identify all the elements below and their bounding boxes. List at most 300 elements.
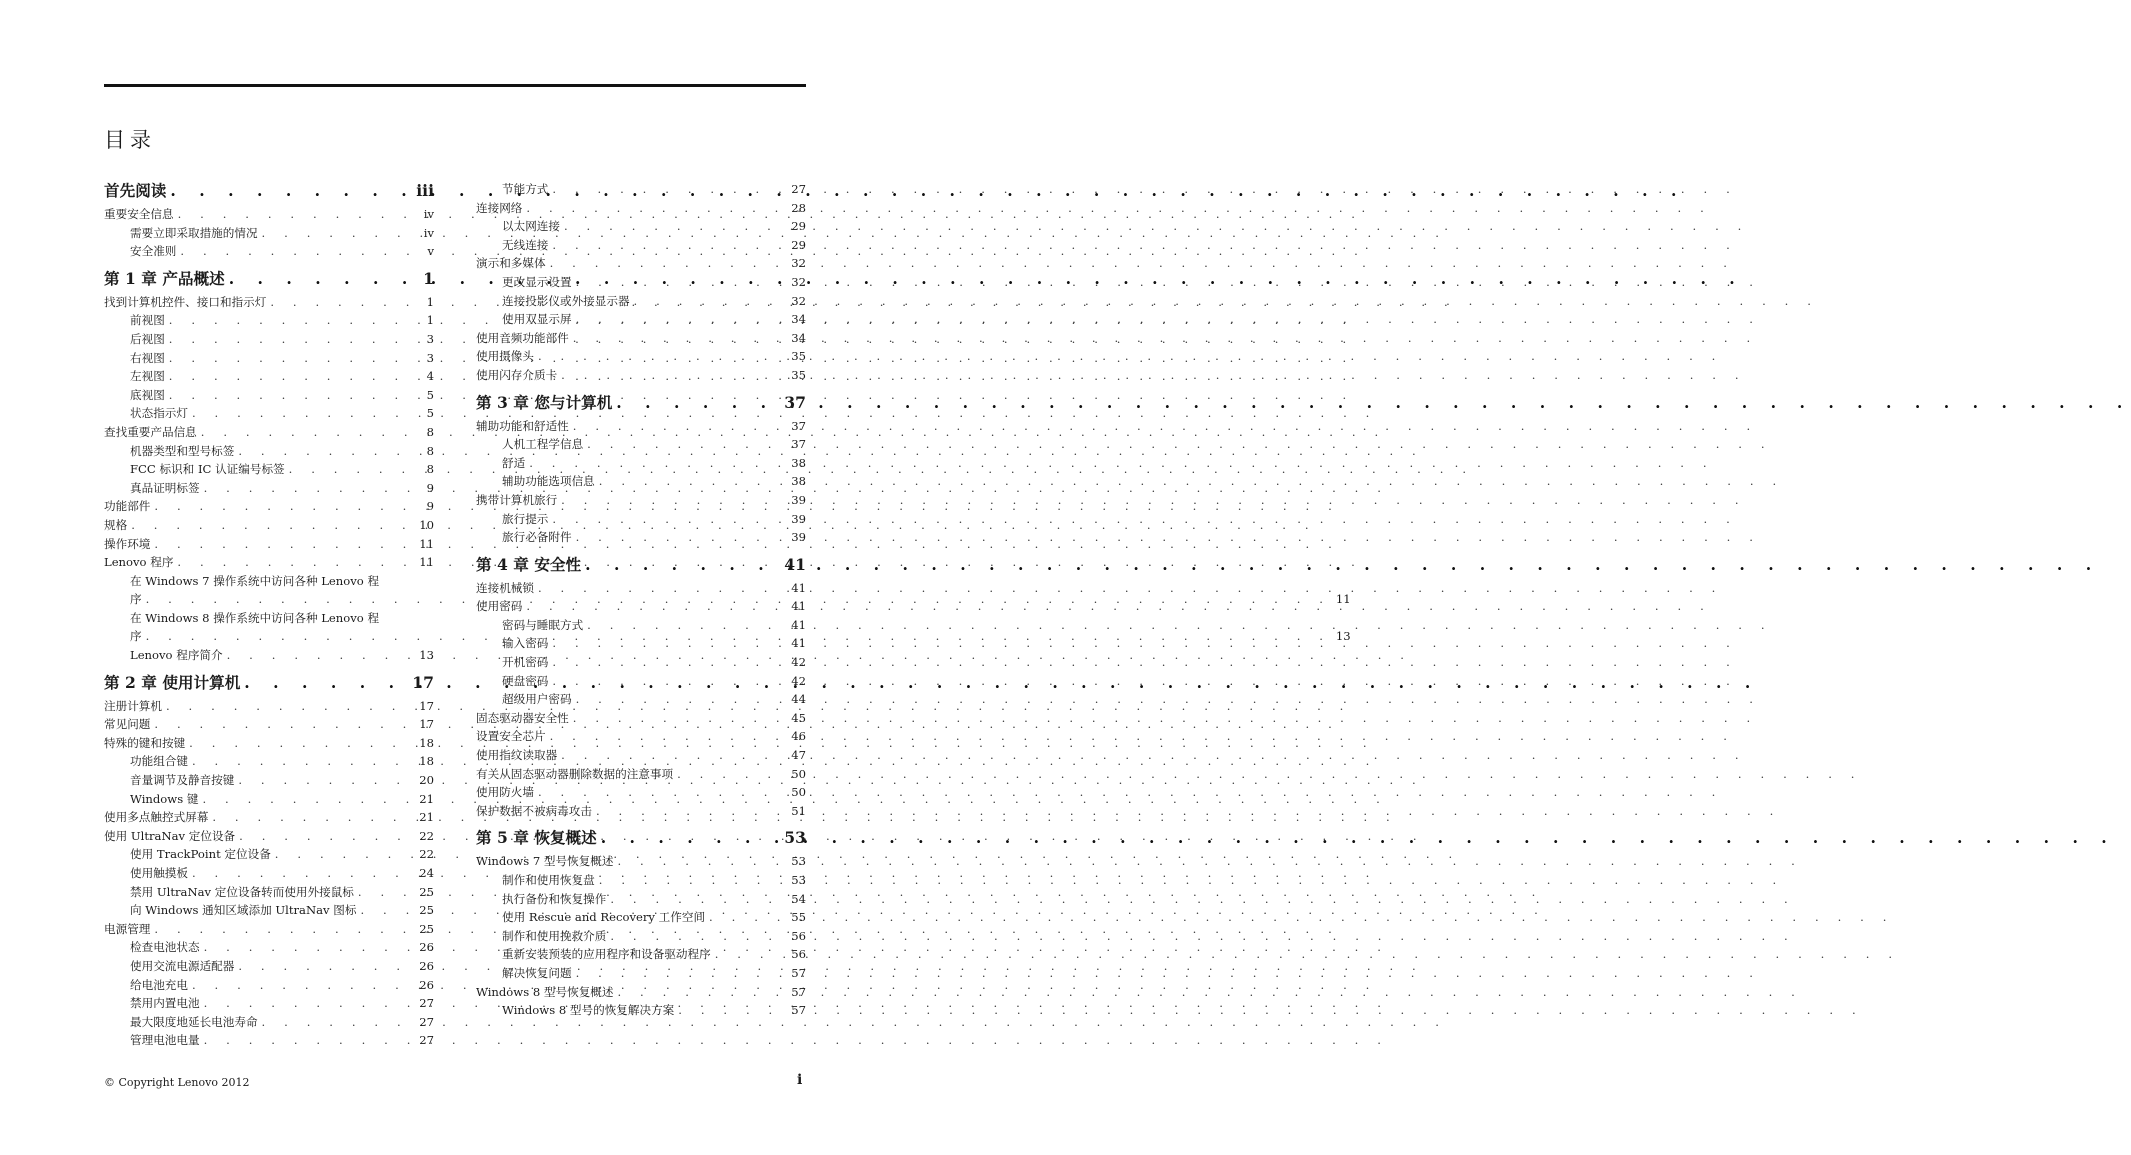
dot-leader (576, 964, 786, 983)
toc-entry[interactable] (104, 920, 434, 939)
toc-entry-title: 设置安全芯片 (476, 729, 546, 744)
dot-leader (201, 423, 414, 442)
toc-entry[interactable] (104, 845, 434, 864)
dot-leader (360, 901, 414, 920)
toc-entry[interactable] (104, 938, 434, 957)
toc-entry-title: 使用触摸板 (130, 866, 188, 880)
dot-leader (169, 311, 414, 330)
dot-leader (202, 790, 414, 809)
toc-entry[interactable] (476, 366, 806, 385)
dot-leader (192, 864, 414, 883)
toc-entry-page: 39 (791, 492, 806, 507)
toc-entry[interactable] (104, 367, 434, 386)
toc-entry-title: 解决恢复问题 (502, 965, 572, 980)
toc-entry-page: 4 (426, 369, 434, 384)
toc-entry-page: 37 (784, 392, 806, 412)
toc-entry-title: 使用防火墙 (476, 785, 534, 800)
toc-chapter-heading[interactable] (476, 827, 806, 849)
dot-leader (526, 199, 786, 218)
dot-leader (552, 180, 786, 199)
toc-entry[interactable] (104, 976, 434, 995)
dot-leader (552, 653, 786, 672)
toc-entry-page: 1 (426, 313, 434, 328)
toc-entry[interactable] (476, 491, 806, 510)
dot-leader (573, 329, 786, 348)
toc-entry-title: 执行备份和恢复操作 (502, 891, 607, 906)
dot-leader (552, 634, 786, 653)
toc-entry[interactable] (104, 442, 434, 461)
toc-entry-title: 使用多点触控式屏幕 (104, 810, 209, 825)
toc-entry[interactable] (104, 293, 434, 312)
dot-leader (192, 976, 414, 995)
toc-entry-page: 38 (791, 474, 806, 489)
toc-entry-title: 使用双显示屏 (502, 312, 572, 327)
toc-entry[interactable] (476, 180, 806, 199)
toc-entry-title: 后视图 (130, 331, 165, 346)
toc-entry[interactable] (476, 765, 806, 784)
toc-entry-title: 保护数据不被病毒攻击 (476, 803, 592, 818)
toc-entry-title: 无线连接 (502, 237, 549, 252)
toc-entry-page: 42 (791, 655, 806, 670)
page-title: 目录 (104, 128, 156, 152)
dot-leader (262, 1013, 414, 1032)
dot-leader (552, 672, 786, 691)
toc-entry-page: 41 (791, 636, 806, 651)
toc-entry-page: 50 (791, 785, 806, 800)
dot-leader (289, 460, 414, 479)
dot-leader (587, 435, 786, 454)
toc-entry-title: Lenovo 程序 (104, 555, 174, 570)
dot-leader (596, 802, 786, 821)
toc-entry-title: 首先阅读 (104, 181, 167, 200)
dot-leader (564, 217, 786, 236)
dot-leader (585, 554, 780, 576)
toc-entry[interactable] (104, 349, 434, 368)
toc-entry[interactable] (104, 771, 434, 790)
toc-entry-title: 有关从固态驱动器删除数据的注意事项 (476, 766, 674, 781)
toc-entry-title: 规格 (104, 517, 128, 532)
toc-entry-page: 32 (791, 256, 806, 271)
top-rule (104, 84, 806, 87)
toc-entry-page: 17 (412, 672, 434, 692)
toc-entry-title: 制作和使用恢复盘 (502, 873, 595, 887)
toc-entry-title: 使用密码 (476, 599, 523, 614)
toc-entry[interactable] (104, 423, 434, 442)
toc-entry-title: FCC 标识和 IC 认证编号标签 (130, 462, 285, 477)
toc-entry[interactable] (476, 528, 806, 547)
toc-entry-page: 41 (791, 599, 806, 614)
toc-entry-page: 39 (791, 530, 806, 545)
toc-entry-page: 17 (419, 698, 434, 713)
toc-entry-page: 11 (1335, 592, 1351, 607)
dot-leader (715, 945, 786, 964)
dot-leader (617, 852, 786, 871)
toc-entry-title: 第 3 章 您与计算机 (476, 392, 613, 412)
toc-entry-title: 重新安装预装的应用程序和设备驱动程序 (502, 947, 711, 962)
toc-entry[interactable] (476, 802, 806, 821)
toc-chapter-heading[interactable] (104, 672, 434, 694)
dot-leader (599, 472, 786, 491)
dot-leader (170, 180, 412, 202)
toc-entry[interactable] (476, 199, 806, 218)
toc-entry[interactable] (476, 472, 806, 491)
toc-entry-page: 26 (419, 977, 434, 992)
toc-entry[interactable] (476, 783, 806, 802)
toc-entry[interactable] (476, 672, 806, 691)
toc-entry-page: 18 (419, 735, 434, 750)
toc-entry[interactable] (476, 727, 806, 746)
toc-entry[interactable] (476, 653, 806, 672)
toc-entry-page: 45 (791, 710, 806, 725)
dot-leader (576, 273, 786, 292)
toc-entry-page: 10 (419, 517, 434, 532)
dot-leader (169, 386, 414, 405)
toc-entry-page: 56 (791, 928, 806, 943)
toc-entry[interactable] (476, 616, 806, 635)
toc-entry-page: 38 (791, 455, 806, 470)
toc-entry-title: 管理电池电量 (130, 1033, 200, 1048)
toc-entry-title-continued: 序 (130, 629, 142, 644)
toc-entry[interactable] (104, 1031, 434, 1050)
toc-entry[interactable] (104, 646, 434, 665)
dot-leader (238, 957, 414, 976)
toc-entry-page: 28 (791, 200, 806, 215)
dot-leader (154, 715, 414, 734)
toc-entry-page: 34 (791, 312, 806, 327)
toc-right-column (476, 180, 806, 1020)
toc-entry-page: 3 (426, 331, 434, 346)
toc-entry-page: 54 (791, 891, 806, 906)
toc-entry[interactable] (104, 1013, 434, 1032)
toc-entry-title: 前视图 (130, 313, 165, 328)
toc-entry-title: 重要安全信息 (104, 207, 174, 221)
toc-entry[interactable] (476, 709, 806, 728)
toc-entry[interactable] (104, 752, 434, 771)
toc-entry[interactable] (104, 311, 434, 330)
footer-page-number: i (797, 1072, 803, 1088)
toc-entry-page: 26 (419, 940, 434, 955)
toc-entry[interactable] (476, 217, 806, 236)
toc-entry-title: 底视图 (130, 387, 165, 402)
dot-leader (180, 242, 414, 261)
dot-leader (177, 553, 414, 572)
toc-entry-title: 第 1 章 产品概述 (104, 268, 225, 288)
dot-leader (262, 224, 414, 243)
dot-leader (178, 205, 414, 224)
toc-chapter-heading[interactable] (104, 180, 434, 202)
toc-entry[interactable] (476, 852, 806, 871)
dot-leader (709, 908, 786, 927)
toc-entry-page: iii (416, 181, 434, 200)
dot-leader (154, 920, 414, 939)
toc-entry-title: 第 4 章 安全性 (476, 554, 582, 574)
toc-entry-title: 使用 UltraNav 定位设备 (104, 828, 236, 843)
toc-entry-title: Windows 8 型号恢复概述 (476, 984, 614, 999)
toc-entry[interactable] (104, 404, 434, 423)
dot-leader (538, 347, 786, 366)
toc-entry-page: 57 (791, 965, 806, 980)
toc-entry[interactable] (104, 697, 434, 716)
toc-entry-title: Windows 8 型号的恢复解决方案 (502, 1003, 675, 1018)
toc-entry[interactable] (476, 597, 806, 616)
toc-entry-page: 41 (791, 580, 806, 595)
toc-entry-page: 9 (426, 499, 434, 514)
toc-entry-title: Windows 7 型号恢复概述 (476, 854, 614, 869)
dot-leader (678, 1001, 786, 1020)
toc-entry-page: 18 (419, 754, 434, 769)
toc-entry-page: 22 (419, 847, 434, 862)
toc-entry[interactable] (104, 242, 434, 261)
toc-entry-title: 需要立即采取措施的情况 (130, 225, 258, 240)
toc-entry-page: 37 (791, 437, 806, 452)
toc-entry[interactable] (476, 1001, 806, 1020)
toc-entry-title: 使用闪存介质卡 (476, 367, 558, 382)
dot-leader (561, 491, 786, 510)
toc-entry-page: 3 (426, 350, 434, 365)
toc-entry-title: 禁用内置电池 (130, 996, 200, 1011)
toc-entry[interactable] (476, 634, 806, 653)
toc-entry-title: 第 2 章 使用计算机 (104, 672, 241, 692)
toc-entry[interactable] (476, 908, 806, 927)
toc-entry[interactable] (476, 347, 806, 366)
dot-leader (576, 690, 786, 709)
toc-entry-title: 使用交流电源适配器 (130, 958, 235, 973)
dot-leader (576, 310, 786, 329)
toc-entry[interactable] (476, 964, 806, 983)
dot-leader (587, 616, 786, 635)
toc-entry-title: 旅行提示 (502, 511, 549, 526)
toc-entry-page: 29 (791, 237, 806, 252)
toc-entry[interactable] (476, 746, 806, 765)
dot-leader (550, 254, 786, 273)
toc-entry-page: 5 (426, 406, 434, 421)
toc-entry[interactable] (104, 224, 434, 243)
dot-leader (561, 366, 786, 385)
toc-entry[interactable] (104, 497, 434, 516)
toc-entry-title: 使用 TrackPoint 定位设备 (130, 847, 271, 862)
dot-leader (154, 497, 414, 516)
toc-entry-title: 左视图 (130, 369, 165, 384)
toc-entry-title: 硬盘密码 (502, 673, 549, 688)
dot-leader (601, 827, 781, 849)
toc-entry-page: 21 (419, 791, 434, 806)
dot-leader (610, 927, 786, 946)
toc-entry[interactable] (476, 983, 806, 1002)
toc-entry[interactable] (476, 871, 806, 890)
toc-entry-page: 51 (791, 803, 806, 818)
toc-entry[interactable] (104, 994, 434, 1013)
toc-chapter-heading[interactable] (476, 392, 806, 414)
dot-leader (192, 752, 414, 771)
toc-entry-title: 携带计算机旅行 (476, 492, 558, 507)
dot-leader (538, 579, 786, 598)
toc-entry[interactable] (104, 516, 434, 535)
dot-leader (169, 367, 414, 386)
toc-entry-page: 41 (784, 554, 806, 574)
toc-entry-page: 5 (426, 387, 434, 402)
toc-entry-page: 8 (426, 443, 434, 458)
dot-leader (358, 883, 414, 902)
dot-leader (229, 268, 414, 290)
toc-entry-title: 更改显示设置 (502, 274, 572, 289)
toc-entry-page: 46 (791, 729, 806, 744)
toc-entry-page: 25 (419, 884, 434, 899)
dot-leader (573, 417, 786, 436)
toc-entry-title: 查找重要产品信息 (104, 424, 197, 439)
toc-entry-page: 57 (791, 1003, 806, 1018)
toc-entry[interactable] (104, 790, 434, 809)
toc-entry-title: 使用指纹读取器 (476, 748, 558, 763)
dot-leader (550, 727, 786, 746)
toc-entry-title: 功能组合键 (130, 754, 188, 769)
dot-leader (204, 994, 414, 1013)
toc-entry-page: 1 (426, 294, 434, 309)
toc-entry[interactable] (476, 690, 806, 709)
toc-entry-title: 右视图 (130, 350, 165, 365)
toc-entry-page: 44 (791, 692, 806, 707)
toc-entry-title: 使用音频功能部件 (476, 330, 569, 345)
toc-entry-page: 42 (791, 673, 806, 688)
toc-entry-title: 在 Windows 8 操作系统中访问各种 Lenovo 程 (130, 610, 380, 625)
toc-entry[interactable] (476, 435, 806, 454)
toc-entry-title: 人机工程学信息 (502, 437, 584, 452)
toc-entry-page: 20 (419, 773, 434, 788)
toc-entry-page: 41 (791, 617, 806, 632)
toc-entry-title: 电源管理 (104, 921, 151, 936)
dot-leader (204, 938, 414, 957)
toc-entry-title: 密码与睡眠方式 (502, 617, 584, 632)
toc-entry[interactable] (476, 236, 806, 255)
toc-entry-page: 53 (791, 854, 806, 869)
toc-entry[interactable] (104, 535, 434, 554)
dot-leader (169, 330, 414, 349)
toc-entry-page: 32 (791, 274, 806, 289)
dot-leader (239, 827, 414, 846)
dot-leader (275, 845, 414, 864)
toc-entry[interactable] (104, 553, 434, 572)
toc-chapter-heading[interactable] (104, 268, 434, 290)
toc-entry-page: 25 (419, 921, 434, 936)
toc-entry[interactable] (104, 808, 434, 827)
toc-entry[interactable] (476, 292, 806, 311)
toc-entry[interactable] (476, 329, 806, 348)
toc-entry-title: 机器类型和型号标签 (130, 443, 235, 458)
toc-entry-title: 节能方式 (502, 182, 549, 196)
toc-entry-title: 固态驱动器安全性 (476, 710, 569, 725)
toc-entry[interactable] (104, 827, 434, 846)
toc-entry[interactable] (104, 957, 434, 976)
toc-entry[interactable] (104, 386, 434, 405)
dot-leader (227, 646, 414, 665)
toc-entry[interactable] (476, 890, 806, 909)
toc-entry[interactable] (104, 734, 434, 753)
toc-entry-page: 53 (784, 828, 806, 848)
toc-entry[interactable] (476, 454, 806, 473)
toc-entry-page: 27 (791, 182, 806, 196)
toc-entry-title: 状态指示灯 (130, 406, 188, 421)
toc-entry[interactable] (104, 460, 434, 479)
toc-entry-title: 演示和多媒体 (476, 256, 546, 271)
toc-entry[interactable] (476, 417, 806, 436)
toc-entry-page: 53 (791, 873, 806, 887)
toc-entry-title: 输入密码 (502, 636, 549, 651)
dot-leader (526, 597, 786, 616)
toc-entry-title: 操作环境 (104, 536, 151, 551)
toc-entry-page: 27 (419, 996, 434, 1011)
toc-entry[interactable] (476, 579, 806, 598)
toc-entry-page: 11 (419, 536, 434, 551)
toc-entry-title: 第 5 章 恢复概述 (476, 828, 597, 848)
dot-leader (244, 672, 408, 694)
dot-leader (529, 454, 786, 473)
toc-entry-page: iv (423, 207, 434, 221)
toc-entry[interactable] (476, 254, 806, 273)
toc-entry-title: 向 Windows 通知区域添加 UltraNav 图标 (130, 903, 357, 918)
toc-entry-title: 检查电池状态 (130, 940, 200, 955)
toc-entry-title: 最大限度地延长电池寿命 (130, 1014, 258, 1029)
dot-leader (538, 783, 786, 802)
dot-leader (552, 510, 786, 529)
toc-chapter-heading[interactable] (476, 554, 806, 576)
dot-leader (192, 404, 414, 423)
toc-entry[interactable] (104, 479, 434, 498)
toc-entry[interactable] (104, 330, 434, 349)
toc-entry-page: 8 (426, 462, 434, 477)
toc-entry-page: 8 (426, 424, 434, 439)
toc-entry-page: 47 (791, 748, 806, 763)
toc-entry-page: 35 (791, 349, 806, 364)
toc-entry[interactable] (476, 273, 806, 292)
toc-entry-title: 连接投影仪或外接显示器 (502, 293, 630, 308)
toc-entry[interactable] (476, 927, 806, 946)
toc-entry[interactable] (476, 510, 806, 529)
toc-entry[interactable] (104, 715, 434, 734)
toc-entry-page: 34 (791, 330, 806, 345)
toc-entry-title: 旅行必备附件 (502, 530, 572, 545)
dot-leader (617, 983, 786, 1002)
toc-entry[interactable] (476, 945, 806, 964)
toc-entry-page: 39 (791, 511, 806, 526)
toc-entry-title: 常见问题 (104, 717, 151, 732)
dot-leader (204, 1031, 414, 1050)
toc-entry-page: 29 (791, 219, 806, 234)
toc-entry-page: 17 (419, 717, 434, 732)
toc-entry[interactable] (104, 901, 434, 920)
toc-entry-page: 21 (419, 810, 434, 825)
dot-leader (204, 479, 414, 498)
toc-entry-title: 真品证明标签 (130, 480, 200, 495)
dot-leader (169, 349, 414, 368)
toc-entry-page: 26 (419, 958, 434, 973)
toc-entry[interactable] (104, 883, 434, 902)
toc-entry-page: 13 (419, 648, 434, 663)
toc-entry[interactable] (104, 864, 434, 883)
toc-entry[interactable] (476, 310, 806, 329)
dot-leader (189, 734, 414, 753)
toc-entry-title: 注册计算机 (104, 698, 162, 713)
toc-entry-title: 舒适 (502, 455, 526, 470)
dot-leader (573, 709, 786, 728)
footer-copyright: © Copyright Lenovo 2012 (104, 1076, 250, 1089)
toc-entry-title: 连接网络 (476, 200, 523, 215)
toc-entry-title: 连接机械锁 (476, 580, 534, 595)
toc-entry[interactable] (104, 205, 434, 224)
dot-leader (131, 516, 414, 535)
toc-entry-page: 55 (791, 910, 806, 925)
toc-entry-title: 安全准则 (130, 244, 177, 259)
dot-leader (599, 871, 786, 890)
toc-entry-title: 禁用 UltraNav 定位设备转而使用外接鼠标 (130, 884, 354, 899)
